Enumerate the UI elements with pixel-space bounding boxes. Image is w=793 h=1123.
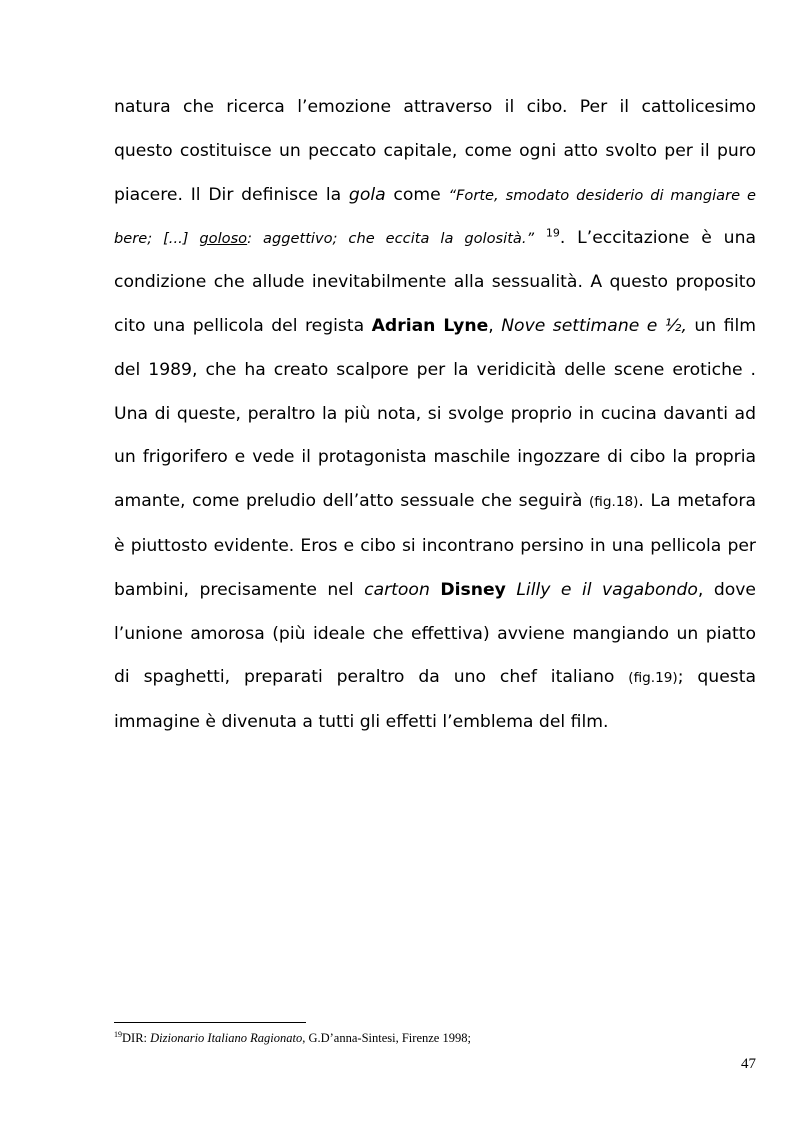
footnote-number: 19 [114, 1029, 122, 1039]
body-text [430, 580, 441, 600]
term-cartoon: cartoon [364, 579, 430, 600]
footnote-publisher: , G.D’anna-Sintesi, Firenze 1998; [302, 1031, 471, 1045]
figure-reference-19: (fig.19) [628, 670, 678, 687]
footnote-reference: 19 [545, 226, 560, 240]
body-text: , [488, 315, 502, 336]
body-text: , dove l’unione amorosa (più ideale che effettiva) avviene mangiando un piatto di spaghetti, preparati peraltro da uno chef italiano [114, 579, 757, 688]
footnote [114, 1030, 471, 1046]
director-name: Adrian Lyne [371, 315, 489, 336]
body-text: come [385, 184, 449, 205]
disney-name: Disney [440, 579, 506, 600]
film-title-nove-settimane: Nove settimane e ½, [501, 315, 687, 336]
quote-part: “Forte, smodato desiderio di mangiare e bere; [...] [114, 186, 756, 248]
page-number: 47 [741, 1056, 756, 1072]
body-text: un film del 1989, che ha creato scalpore per la veridicità delle scene erotiche . Una di queste, peraltro la più nota, si svolge proprio in cucina davanti ad un frigorifero e vede il protagonista maschile ingozzare di cibo la propria amante, come preludio dell’atto sessuale che seguirà [114, 315, 756, 512]
body-text: natura che ricerca l’emozione attraverso il cibo. Per il cattolicesimo questo costituisce un peccato capitale, come ogni atto svolto per il puro piacere. Il Dir definisce la [114, 97, 756, 205]
term-gola: gola [348, 184, 386, 205]
footnote-title: Dizionario Italiano Ragionato [150, 1031, 303, 1045]
body-text: . L’eccitazione è una condizione che allude inevitabilmente alla sessualità. A questo proposito cito una pellicola del regista [114, 228, 757, 336]
body-text: ; questa immagine è divenuta a tutti gli effetti l’emblema del film. [114, 667, 756, 733]
footnote-divider [114, 1022, 306, 1023]
body-text: . La metafora è piuttosto evidente. Eros e cibo si incontrano persino in una pellicola per bambini, precisamente nel [114, 491, 756, 600]
term-goloso: goloso [199, 230, 248, 248]
body-text [506, 580, 517, 600]
quote-part: : aggettivo; che eccita la golosità.” [247, 230, 535, 248]
footnote-label: DIR: [122, 1031, 151, 1045]
body-paragraph [114, 86, 756, 745]
figure-reference-18: (fig.18) [589, 494, 639, 511]
film-title-lilly: Lilly e il vagabondo [516, 579, 698, 600]
